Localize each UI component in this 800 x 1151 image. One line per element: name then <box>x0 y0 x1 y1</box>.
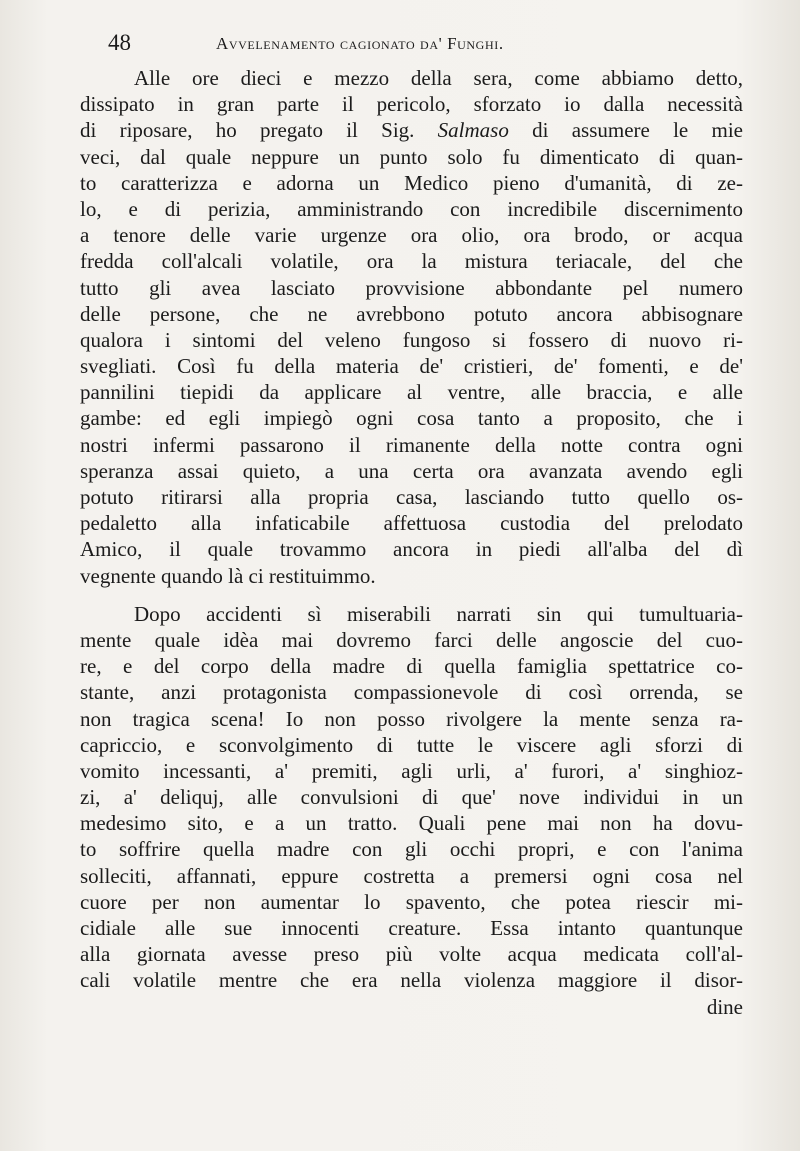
running-head: Avvelenamento cagionato da' Funghi. <box>216 34 504 53</box>
catchword: dine <box>706 994 743 1019</box>
text-line: tutto gli avea lasciato provvisione abbondante pel numero <box>80 275 743 300</box>
text-line: nostri infermi passarono il rimanente della notte contra ogni <box>80 432 743 457</box>
text-line: fredda coll'alcali volatile, ora la mistura teriacale, del che <box>80 249 743 274</box>
text-line: pannilini tiepidi da applicare al ventre, alle braccia, e alle <box>80 380 743 405</box>
page-header <box>108 30 748 64</box>
text-line: cuore per non aumentar lo spavento, che potea riescir mi- <box>80 889 743 914</box>
text-line: re, e del corpo della madre di quella famiglia spettatrice co- <box>80 654 743 679</box>
text-line: lo, e di perizia, amministrando con incredibile discernimento <box>80 196 743 221</box>
italic-name: Salmaso <box>437 118 509 143</box>
text-line: Dopo accidenti sì miserabili narrati sin qui tumultuaria- <box>134 601 743 626</box>
text-line: a tenore delle varie urgenze ora olio, ora brodo, or acqua <box>80 223 743 248</box>
text-line: svegliati. Così fu della materia de' cristieri, de' fomenti, e de' <box>80 354 743 379</box>
paragraph-1 <box>80 65 743 589</box>
text-line: speranza assai quieto, a una certa ora avanzata avendo egli <box>80 458 743 483</box>
text-line: gambe: ed egli impiegò ogni cosa tanto a proposito, che i <box>80 406 743 431</box>
paragraph-2 <box>80 601 743 1020</box>
text-line: cali volatile mentre che era nella violenza maggiore il disor- <box>80 968 743 993</box>
text-line: to caratterizza e adorna un Medico pieno d'umanità, di ze- <box>80 170 743 195</box>
text-line: non tragica scena! Io non posso rivolgere la mente senza ra- <box>80 706 743 731</box>
text-line: potuto ritirarsi alla propria casa, lasciando tutto quello os- <box>80 485 743 509</box>
text-line: dissipato in gran parte il pericolo, sforzato io dalla necessità <box>80 92 743 117</box>
text-line: di riposare, ho pregato il Sig. Salmaso di assumere le mie <box>80 118 743 143</box>
text-line: qualora i sintomi del veleno fungoso si fossero di nuovo ri- <box>80 327 743 352</box>
text-line: Amico, il quale trovammo ancora in piedi all'alba del dì <box>80 537 743 562</box>
text-line: pedaletto alla infaticabile affettuosa custodia del prelodato <box>80 511 743 536</box>
text-line: medesimo sito, e a un tratto. Quali pene mai non ha dovu- <box>80 811 743 836</box>
text-line: solleciti, affannati, eppure costretta a premersi ogni cosa nel <box>80 863 743 888</box>
text-line: mente quale idèa mai dovremo farci delle angoscie del cuo- <box>80 627 743 652</box>
text-line: vegnente quando là ci restituimmo. <box>80 563 376 588</box>
text-line: capriccio, e sconvolgimento di tutte le viscere agli sforzi di <box>80 732 743 757</box>
text-line: stante, anzi protagonista compassionevole di così orrenda, se <box>80 680 743 705</box>
body-text <box>80 65 743 1020</box>
text-line: vomito incessanti, a' premiti, agli urli, a' furori, a' singhioz- <box>80 758 743 783</box>
text-line: zi, a' deliquj, alle convulsioni di que' nove individui in un <box>80 785 743 810</box>
text-line: delle persone, che ne avrebbono potuto ancora abbisognare <box>80 301 743 326</box>
text-line: to soffrire quella madre con gli occhi propri, e con l'anima <box>80 837 743 862</box>
page-number: 48 <box>108 30 131 55</box>
text-line: cidiale alle sue innocenti creature. Essa intanto quantunque <box>80 916 743 940</box>
text-line: alla giornata avesse preso più volte acqua medicata coll'al- <box>80 942 743 967</box>
text-line: veci, dal quale neppure un punto solo fu dimenticato di quan- <box>80 144 743 169</box>
text-line: Alle ore dieci e mezzo della sera, come abbiamo detto, <box>134 66 743 90</box>
